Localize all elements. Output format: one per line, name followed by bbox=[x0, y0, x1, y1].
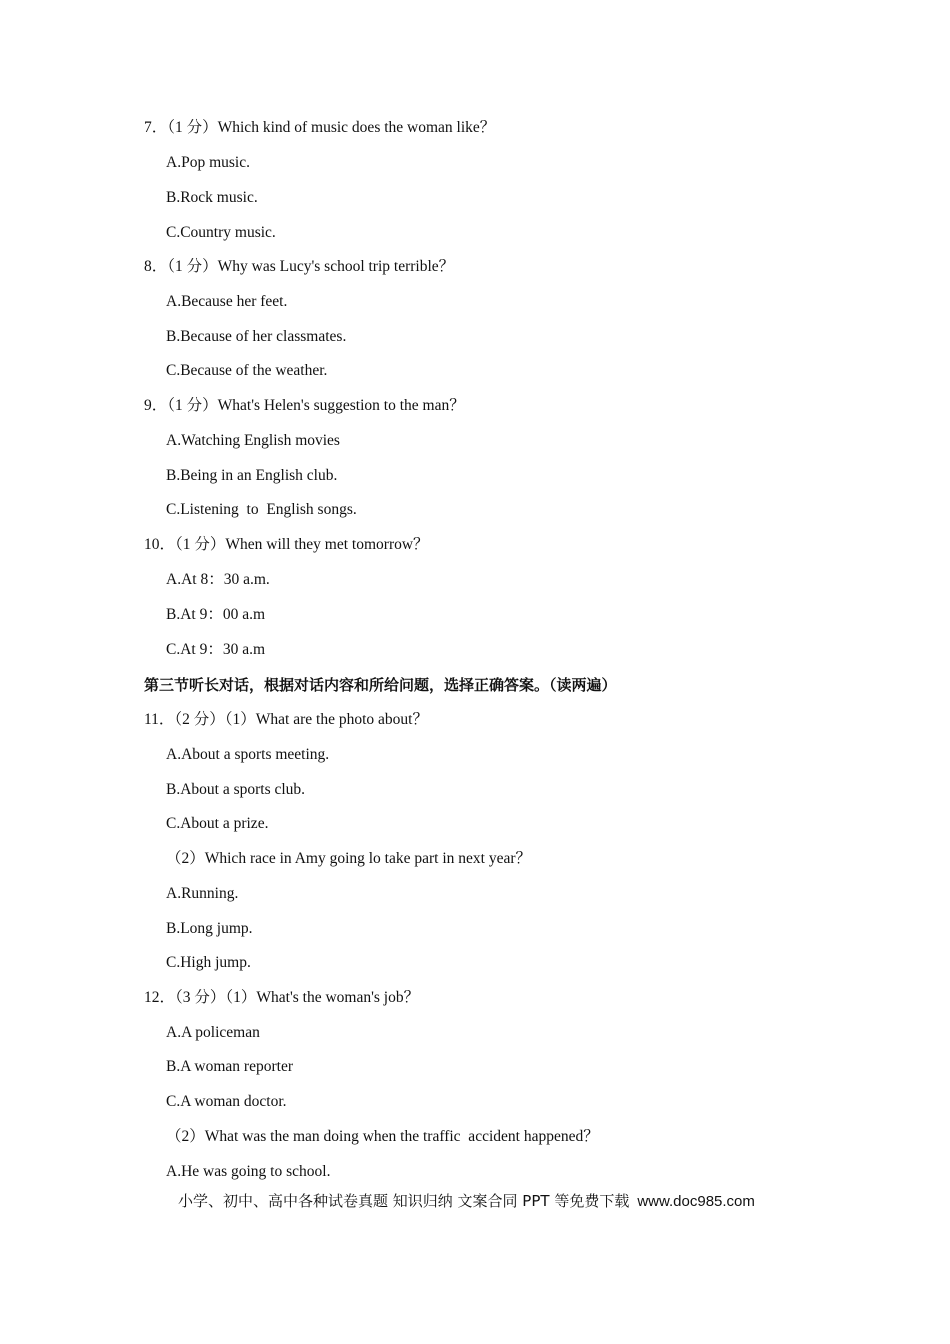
question-7-option-a: A.Pop music. bbox=[166, 154, 250, 171]
question-9-option-a: A.Watching English movies bbox=[166, 432, 340, 449]
question-7-stem: 7．（1 分）Which kind of music does the woman like？ bbox=[144, 119, 496, 136]
question-12-1-option-b: B.A woman reporter bbox=[166, 1058, 293, 1075]
question-10-stem: 10．（1 分）When will they met tomorrow？ bbox=[144, 536, 429, 553]
footer-url: www.doc985.com bbox=[637, 1193, 755, 1210]
question-9-option-c: C.Listening to English songs. bbox=[166, 501, 357, 518]
question-9-option-b: B.Being in an English club. bbox=[166, 467, 338, 484]
question-11-stem: 11．（2 分）（1）What are the photo about？ bbox=[144, 711, 428, 728]
section-3-heading: 第三节听长对话，根据对话内容和所给问题，选择正确答案。（读两遍） bbox=[144, 676, 617, 694]
question-11-1-option-b: B.About a sports club. bbox=[166, 781, 306, 798]
question-10-option-c: C.At 9：30 a.m bbox=[166, 641, 266, 658]
question-12-1-option-a: A.A policeman bbox=[166, 1024, 260, 1041]
question-10-option-b: B.At 9：00 a.m bbox=[166, 606, 266, 623]
question-12-2-option-a: A.He was going to school. bbox=[166, 1163, 331, 1180]
question-7-option-c: C.Country music. bbox=[166, 224, 276, 241]
question-11-1-option-a: A.About a sports meeting. bbox=[166, 746, 330, 763]
question-12-stem: 12．（3 分）（1）What's the woman's job？ bbox=[144, 989, 420, 1006]
question-8-stem: 8．（1 分）Why was Lucy's school trip terrible？ bbox=[144, 258, 455, 275]
question-11-2-option-b: B.Long jump. bbox=[166, 920, 253, 937]
page-footer bbox=[178, 1191, 755, 1212]
question-11-1-option-c: C.About a prize. bbox=[166, 815, 269, 832]
question-12-sub-2: （2）What was the man doing when the traffic accident happened？ bbox=[166, 1128, 599, 1145]
question-10-option-a: A.At 8：30 a.m. bbox=[166, 571, 270, 588]
question-8-option-a: A.Because her feet. bbox=[166, 293, 288, 310]
question-7-option-b: B.Rock music. bbox=[166, 189, 258, 206]
footer-text: 小学、初中、高中各种试卷真题 知识归纳 文案合同 PPT 等免费下载 bbox=[178, 1192, 630, 1210]
question-11-sub-2: （2）Which race in Amy going lo take part in next year？ bbox=[166, 850, 532, 867]
question-8-option-b: B.Because of her classmates. bbox=[166, 328, 347, 345]
question-9-stem: 9．（1 分）What's Helen's suggestion to the man？ bbox=[144, 397, 465, 414]
question-11-2-option-c: C.High jump. bbox=[166, 954, 251, 971]
question-11-2-option-a: A.Running. bbox=[166, 885, 239, 902]
question-8-option-c: C.Because of the weather. bbox=[166, 362, 328, 379]
question-12-1-option-c: C.A woman doctor. bbox=[166, 1093, 287, 1110]
